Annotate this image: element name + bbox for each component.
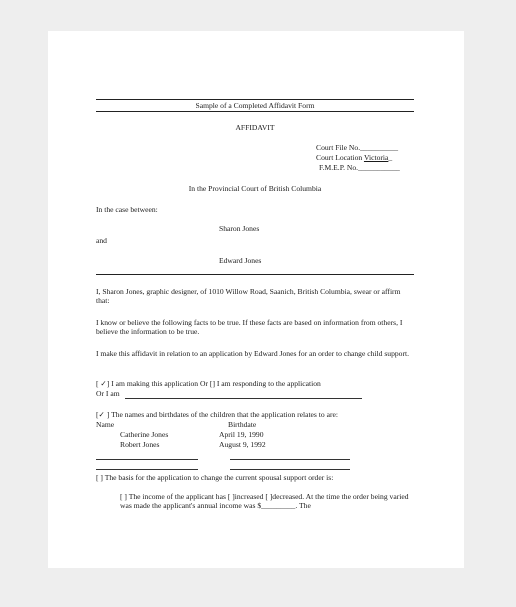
fmep-value: ___________ [358,163,400,172]
checkbox-children: [✓ ] The names and birthdates of the children that the application relates to are: [96,410,338,419]
fmep-label: F.M.E.P. No. [319,163,359,172]
or-i-am-label: Or I am [96,389,120,398]
fmep-field [319,163,400,172]
income-change-clause: [ ] The income of the applicant has [ ]increased [ ]decreased. At the time the order being varied was made the applicant's annual income was $_________. The [120,492,409,511]
case-between: In the case between: [96,205,158,214]
child-blank-name [96,469,198,470]
court-file-value: __________ [360,143,399,152]
court-location-label: Court Location [316,153,363,162]
court-location-tail: _ [388,153,393,162]
party-1: Sharon Jones [219,224,260,233]
court-name: In the Provincial Court of British Columbia [188,184,322,193]
child-blank-name [96,459,198,460]
child-name: Robert Jones [120,440,160,449]
checkbox-applicant: [ ✓] I am making this application Or [] I am responding to the application [96,379,321,388]
document-page [48,31,464,568]
and-text: and [96,236,107,245]
header-rule [96,111,414,112]
section-rule [96,274,414,275]
court-file-field [316,143,398,152]
column-name-header: Name [96,420,115,429]
child-blank-birthdate [230,469,350,470]
column-birthdate-header: Birthdate [228,420,257,429]
doc-title: AFFIDAVIT [235,123,275,132]
header-title: Sample of a Completed Affidavit Form [195,101,315,110]
child-birthdate: April 19, 1990 [219,430,264,439]
child-birthdate: August 9, 1992 [219,440,266,449]
paragraph-purpose: I make this affidavit in relation to an application by Edward Jones for an order to change child support. [96,349,410,358]
paragraph-identity: I, Sharon Jones, graphic designer, of 1010 Willow Road, Saanich, British Columbia, swear or affirm that: [96,287,401,306]
child-name: Catherine Jones [120,430,169,439]
top-rule [96,99,414,100]
child-blank-birthdate [230,459,350,460]
court-location-value: Victoria [363,153,389,162]
party-2: Edward Jones [219,256,262,265]
checkbox-spousal-basis: [ ] The basis for the application to change the current spousal support order is: [96,473,334,482]
court-file-label: Court File No. [316,143,361,152]
paragraph-facts: I know or believe the following facts to be true. If these facts are based on information from others, I believe the information to be true. [96,318,403,337]
court-location-field [316,153,392,162]
or-i-am-blank [125,398,362,399]
